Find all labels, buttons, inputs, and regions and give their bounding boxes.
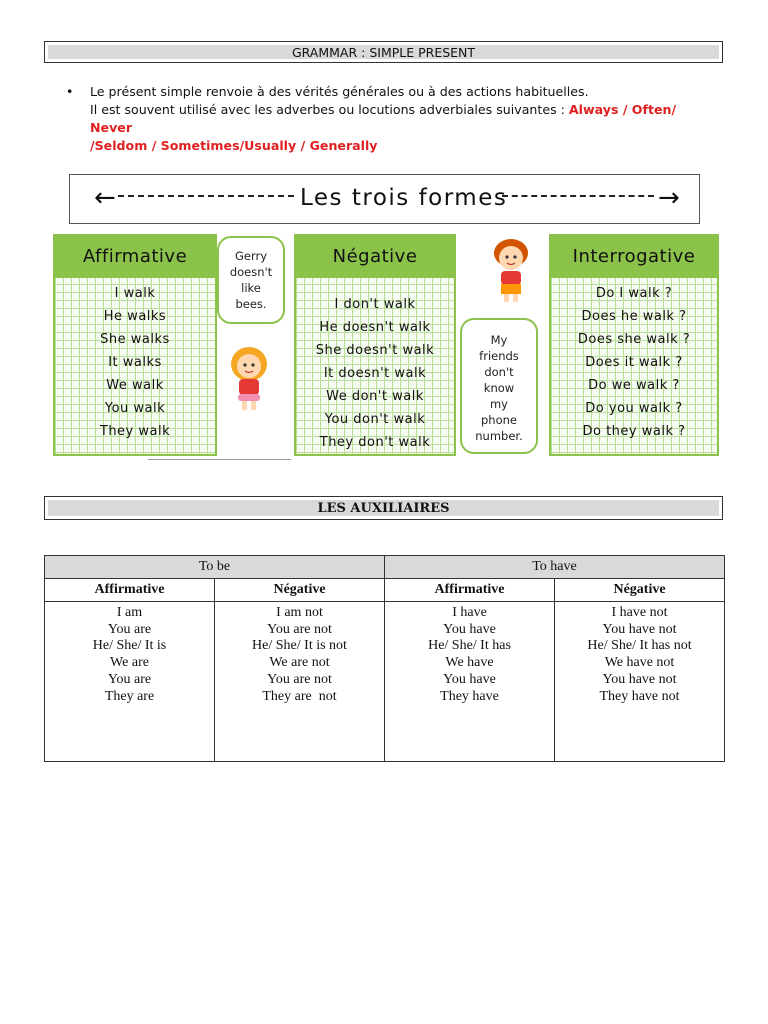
interrogative-line: Do you walk ? xyxy=(585,401,683,416)
girl-character-icon xyxy=(224,344,274,414)
table-line: He/ She/ It is not xyxy=(252,638,347,654)
col-header-be-affirmative: Affirmative xyxy=(45,579,215,602)
negative-heading: Négative xyxy=(294,234,456,278)
auxiliaries-table xyxy=(44,555,725,762)
group-header-to-have: To have xyxy=(385,556,725,579)
table-line: You are xyxy=(107,671,152,687)
bubble-line: number. xyxy=(475,429,523,443)
affirmative-line: We walk xyxy=(106,378,164,393)
intro-line-2-prefix: Il est souvent utilisé avec les adverbes ou locutions adverbiales suivantes : xyxy=(90,102,569,117)
table-line: You have xyxy=(443,621,496,637)
bubble-line: bees. xyxy=(235,297,267,311)
table-line: They are xyxy=(104,688,155,704)
table-line: I am not xyxy=(276,605,323,620)
section-title-grammar xyxy=(44,41,723,63)
table-line: You have not xyxy=(602,671,677,687)
table-line: He/ She/ It has not xyxy=(587,638,692,654)
divider-line xyxy=(148,459,291,460)
section-title-auxiliaries xyxy=(44,496,723,520)
intro-line-1: Le présent simple renvoie à des vérités générales ou à des actions habituelles. xyxy=(90,84,589,99)
interrogative-line: Does she walk ? xyxy=(577,332,691,347)
interrogative-line: Do we walk ? xyxy=(588,378,680,393)
bubble-line: phone xyxy=(481,413,517,427)
table-line: We have xyxy=(445,655,494,671)
negative-card xyxy=(294,234,456,456)
negative-line: We don't walk xyxy=(326,389,424,404)
table-line: They have xyxy=(440,688,499,704)
table-line: He/ She/ It has xyxy=(428,638,511,654)
bubble-line: don't xyxy=(484,365,514,379)
negative-line: I don't walk xyxy=(334,297,416,312)
intro-line-2 xyxy=(90,101,716,137)
adverbs-part-a: Always / Often/ Never xyxy=(90,102,677,135)
negative-line: It doesn't walk xyxy=(323,366,427,381)
col-header-be-negative: Négative xyxy=(215,579,385,602)
affirmative-card xyxy=(53,234,217,456)
forms-banner xyxy=(69,174,700,224)
interrogative-line: Does it walk ? xyxy=(585,355,683,370)
boy-character-icon xyxy=(486,236,536,308)
bubble-line: like xyxy=(241,281,261,295)
table-line: I have xyxy=(452,605,487,620)
table-line: You are not xyxy=(267,621,332,637)
right-arrow-icon: → xyxy=(658,183,680,213)
table-line: He/ She/ It is xyxy=(92,638,167,654)
col-header-have-affirmative: Affirmative xyxy=(385,579,555,602)
col-header-have-negative: Négative xyxy=(555,579,725,602)
negative-line: He doesn't walk xyxy=(319,320,431,335)
interrogative-line: Do I walk ? xyxy=(595,286,673,301)
table-line: We are not xyxy=(269,655,330,671)
banner-dash-left xyxy=(118,195,294,197)
table-line: You are xyxy=(107,621,152,637)
negative-line: She doesn't walk xyxy=(315,343,435,358)
bubble-line: My xyxy=(490,333,508,347)
group-header-to-be: To be xyxy=(45,556,385,579)
section-title-auxiliaries-text: LES AUXILIAIRES xyxy=(48,500,719,516)
negative-lines xyxy=(296,293,454,454)
bullet: • xyxy=(66,84,74,99)
banner-dash-right xyxy=(502,195,654,197)
affirmative-line: I walk xyxy=(114,286,156,301)
table-line: I am xyxy=(116,605,143,620)
table-line: You have not xyxy=(602,621,677,637)
interrogative-line: Do they walk ? xyxy=(582,424,686,439)
section-title-grammar-text: GRAMMAR : SIMPLE PRESENT xyxy=(48,45,719,59)
interrogative-card xyxy=(549,234,719,456)
have-affirmative-cell xyxy=(385,602,555,762)
banner-title: Les trois formes xyxy=(300,185,508,211)
table-line: You have xyxy=(443,671,496,687)
table-line: They are not xyxy=(262,688,337,704)
negative-line: You don't walk xyxy=(324,412,426,427)
table-line: I have not xyxy=(611,605,668,620)
bubble-line: friends xyxy=(479,349,519,363)
affirmative-line: It walks xyxy=(108,355,162,370)
interrogative-lines xyxy=(551,282,717,443)
table-line: We are xyxy=(110,655,149,671)
affirmative-heading: Affirmative xyxy=(53,234,217,278)
table-line: They have not xyxy=(599,688,680,704)
bubble-line: Gerry xyxy=(234,249,268,263)
affirmative-line: You walk xyxy=(104,401,166,416)
bubble-line: know xyxy=(483,381,515,395)
table-line: You are not xyxy=(267,671,332,687)
bubble-line: doesn't xyxy=(229,265,273,279)
intro-paragraph xyxy=(66,83,716,155)
affirmative-line: They walk xyxy=(99,424,171,439)
affirmative-lines xyxy=(55,282,215,443)
table-line: We have not xyxy=(604,655,675,671)
have-negative-cell xyxy=(555,602,725,762)
speech-bubble-gerry xyxy=(217,236,285,324)
adverbs-part-b: /Seldom / Sometimes/Usually / Generally xyxy=(90,138,378,153)
affirmative-line: She walks xyxy=(100,332,170,347)
interrogative-line: Does he walk ? xyxy=(581,309,687,324)
be-affirmative-cell xyxy=(45,602,215,762)
negative-line: They don't walk xyxy=(319,435,431,450)
left-arrow-icon: ← xyxy=(94,183,116,213)
affirmative-line: He walks xyxy=(103,309,167,324)
interrogative-heading: Interrogative xyxy=(549,234,719,278)
speech-bubble-friends xyxy=(460,318,538,454)
bubble-line: my xyxy=(489,397,508,411)
be-negative-cell xyxy=(215,602,385,762)
three-forms-infographic xyxy=(52,172,724,462)
